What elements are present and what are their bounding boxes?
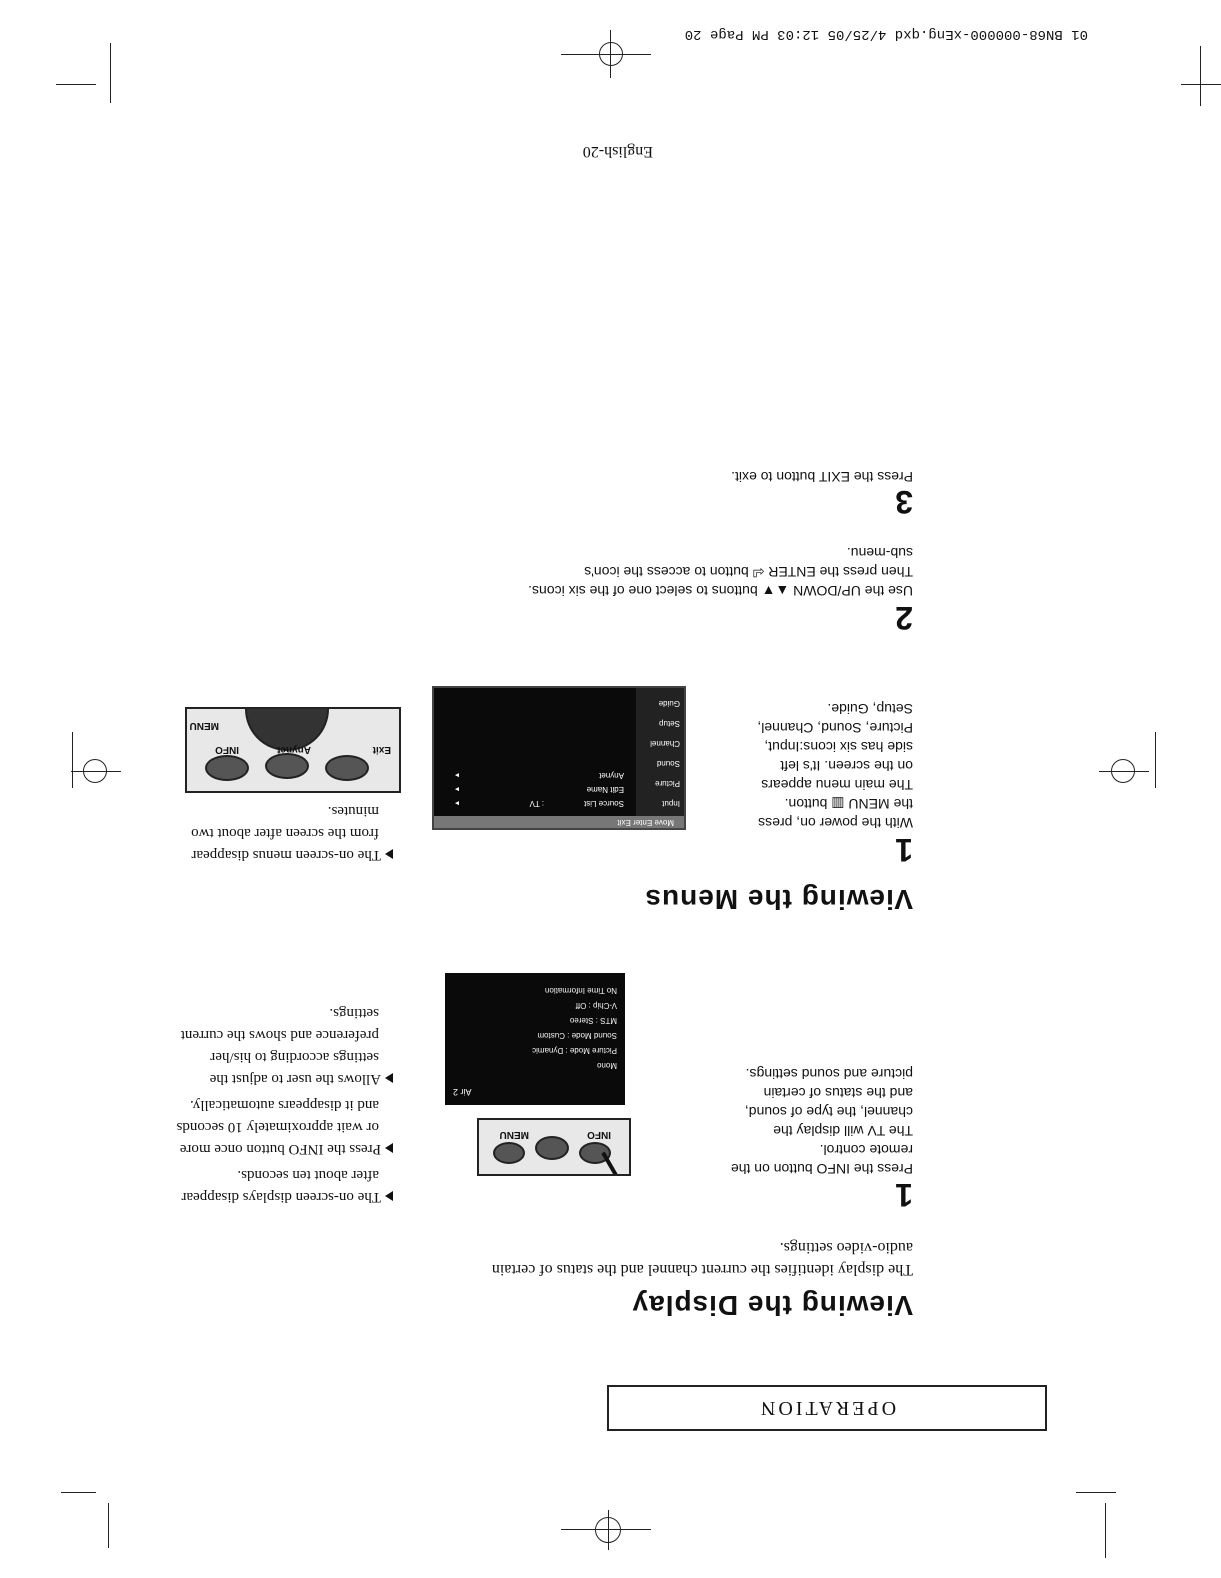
bullet-arrow-icon [385,849,393,859]
screen-line: MTS : Stereo [569,1016,617,1025]
remote-button-icon [493,1142,525,1164]
menus-step1-number: 1 [895,832,913,868]
remote-button-icon [535,1136,569,1160]
screen-top-bar [434,816,684,828]
text-line: Press the INFO button on the [730,1161,913,1177]
note-item: Press the INFO button once more or wait approximately 10 seconds and it disappears automatically. [168,1094,393,1160]
remote-illustration-menu [185,707,401,793]
text-line: The main menu appears [761,777,913,793]
text-line: sub-menu. [846,545,913,561]
display-step1-text [673,1064,913,1178]
menus-step3-text [613,467,913,486]
text-line: the MENU ▥ button. [784,796,913,812]
text-line: channel, the type of sound, [744,1104,913,1120]
crop-mark [1076,1492,1116,1493]
remote-label-exit: Exit [372,744,391,755]
crop-mark [108,1503,109,1548]
bullet-arrow-icon [385,1191,393,1201]
menus-step1-text [713,699,913,832]
display-step1-number: 1 [895,1177,913,1213]
info-display-screen [445,973,625,1105]
screen-footer-nav: Move Enter Exit [617,818,674,827]
section-title: OPERATION [757,1397,897,1419]
bullet-arrow-icon [385,1073,393,1083]
registration-mark [72,732,73,788]
remote-illustration-info [477,1118,631,1176]
remote-button-icon [205,755,249,781]
menu-item-anynet: Anynet [599,771,624,780]
text-line: picture and sound settings. [745,1066,913,1082]
main-menu-screen [432,686,686,830]
menu-icon-channel: Channel [650,739,680,748]
file-slug: 01 BN68-000000-xEng.qxd 4/25/05 12:03 PM Page 20 [684,26,1088,42]
menus-section-title: Viewing the Menus [644,884,913,915]
registration-mark [71,771,121,772]
text-line: Setup, Guide. [827,701,913,717]
remote-button-icon [265,753,309,779]
text-line: and the status of certain [763,1085,913,1101]
crop-mark [1200,46,1201,106]
menus-step2-number: 2 [895,600,913,636]
crop-mark [61,1492,96,1493]
note-item: The on-screen menus disappear from the screen after about two minutes. [178,800,393,866]
display-section-title: Viewing the Display [631,1290,913,1321]
screen-line: Mono [596,1061,617,1070]
menu-item-edit-name: Edit Name [586,785,624,794]
remote-label-info: INFO [215,744,239,755]
menu-icon-sound: Sound [656,759,680,768]
registration-mark [1155,732,1156,788]
bullet-arrow-icon [385,1143,393,1153]
text-line: The TV will display the [773,1123,913,1139]
registration-mark [608,1510,609,1550]
crop-mark [110,43,111,103]
text-line: With the power on, press [758,815,913,831]
screen-info-list [532,983,617,1073]
section-header-box [607,1385,1047,1431]
crop-mark [1181,84,1221,85]
screen-line: Picture Mode : Dynamic [532,1046,617,1055]
display-intro: The display identifies the current channel and the status of certain audio-video settings. [491,1239,913,1278]
screen-line: No Time Information [544,986,617,995]
note-item: Allows the user to adjust the settings according to his/her preference and shows the current settings. [168,1002,393,1090]
page-number: English-20 [582,143,653,160]
registration-mark [599,42,623,66]
menus-note [178,796,393,866]
crop-mark [56,84,96,85]
screen-line: V-Chip : Off [575,1001,617,1010]
remote-label-menu: MENU [189,720,219,731]
registration-mark [1099,771,1149,772]
menu-item-source-value: : TV [529,799,544,808]
screen-line: Sound Mode : Custom [537,1031,617,1040]
remote-label-info: INFO [587,1129,611,1140]
menu-icon-guide: Guide [658,699,680,708]
text-line: on the screen. It's left [780,758,913,774]
submenu-arrow-icon: ▸ [454,785,459,794]
remote-label-anynet: Anynet [277,744,311,755]
remote-button-icon [325,755,369,781]
text-line: Press the EXIT button to exit. [731,469,913,485]
text-line: remote control. [819,1142,913,1158]
menu-item-source-list: Source List [583,799,624,808]
crop-mark [1105,1503,1106,1558]
menu-icon-picture: Picture [655,779,680,788]
text-line: side has six icons:Input, [764,739,913,755]
menus-step2-text [473,543,913,600]
screen-channel: Air 2 [453,1087,472,1097]
display-notes [168,998,393,1208]
remote-label-menu: MENU [499,1129,529,1140]
text-line: Use the UP/DOWN ▲▼ buttons to select one of the six icons. [528,583,913,599]
text-line: Picture, Sound, Channel, [757,720,913,736]
menus-step3-number: 3 [895,484,913,520]
pointer-arrow-icon [601,1152,624,1176]
submenu-arrow-icon: ▸ [454,771,459,780]
submenu-arrow-icon: ▸ [454,799,459,808]
menu-icon-setup: Setup [659,719,680,728]
text-line: Then press the ENTER ⏎ button to access the icon's [584,564,913,580]
icon-sidebar [636,688,684,816]
menu-icon-input: Input [662,799,680,808]
note-item: The on-screen displays disappear after about ten seconds. [168,1164,393,1208]
